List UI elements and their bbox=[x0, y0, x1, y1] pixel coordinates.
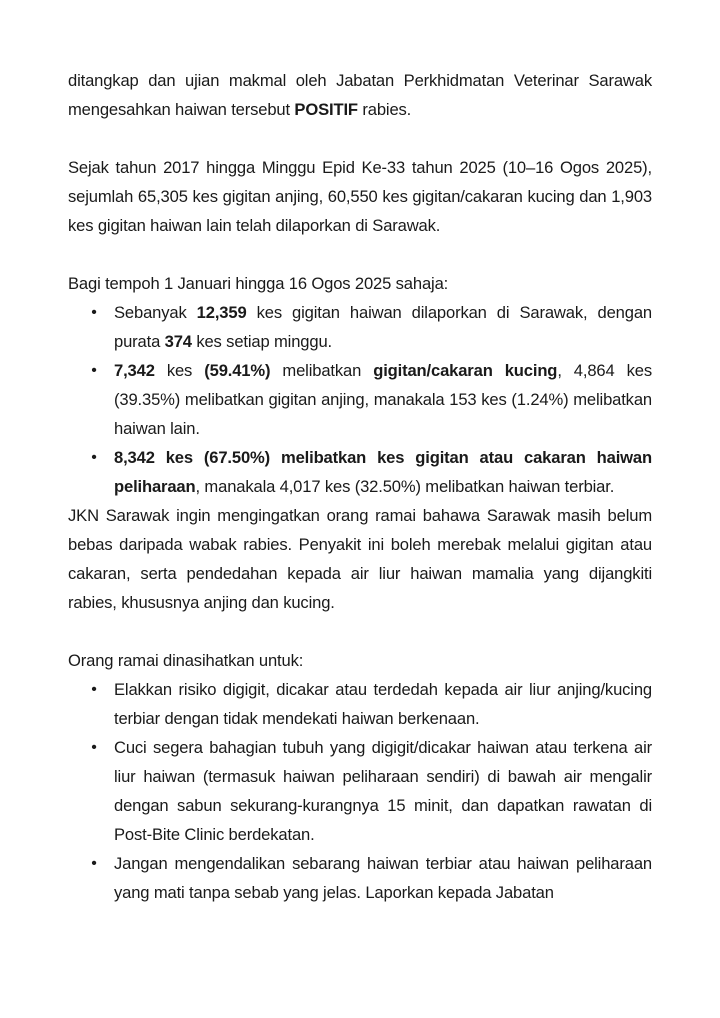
bullet-text: kes setiap minggu. bbox=[191, 332, 332, 351]
advice-heading: Orang ramai dinasihatkan untuk: bbox=[68, 651, 304, 670]
bullet-text: Cuci segera bahagian tubuh yang digigit/dicakar haiwan atau terkena air liur haiwan (termasuk haiwan peliharaan sendiri) di bawah air mengalir dengan sabun sekurang-kurangnya 15 minit, dan dapatkan rawatan di Post-Bite Clinic berdekatan. bbox=[114, 738, 652, 844]
weekly-average-value: 374 bbox=[164, 332, 192, 351]
intro-text-2: rabies. bbox=[357, 100, 412, 119]
bullet-text: Elakkan risiko digigit, dicakar atau terdedah kepada air liur anjing/kucing terbiar dengan tidak mendekati haiwan berkenaan. bbox=[114, 680, 652, 728]
list-item bbox=[91, 356, 652, 443]
bullet-icon: • bbox=[91, 855, 97, 872]
bullet-text: kes bbox=[154, 361, 205, 380]
intro-paragraph bbox=[68, 66, 652, 124]
bullet-icon: • bbox=[91, 739, 97, 756]
cat-cases-percent: (59.41%) bbox=[204, 361, 271, 380]
bullet-text: , manakala 4,017 kes (32.50%) melibatkan haiwan terbiar. bbox=[195, 477, 615, 496]
period-heading: Bagi tempoh 1 Januari hingga 16 Ogos 2025 sahaja: bbox=[68, 274, 449, 293]
warning-paragraph: JKN Sarawak ingin mengingatkan orang ramai bahawa Sarawak masih belum bebas daripada wabak rabies. Penyakit ini boleh merebak melalui gigitan atau cakaran, serta pendedahan kepada air liur haiwan mamalia yang dijangkiti rabies, khususnya anjing dan kucing. bbox=[68, 506, 652, 612]
bullet-text: kes gigitan haiwan dilaporkan di Sarawak, dengan purata bbox=[114, 303, 652, 351]
list-item bbox=[91, 849, 652, 907]
bullet-text: melibatkan bbox=[270, 361, 374, 380]
list-item bbox=[91, 733, 652, 849]
bullet-text: Sebanyak bbox=[114, 303, 197, 322]
list-item bbox=[91, 443, 652, 501]
advice-list bbox=[68, 675, 652, 907]
period-statistics-list bbox=[68, 298, 652, 501]
positive-label: POSITIF bbox=[294, 100, 358, 119]
cat-bite-label: gigitan/cakaran kucing bbox=[373, 361, 558, 380]
intro-text-1: ditangkap dan ujian makmal oleh Jabatan Perkhidmatan Veterinar Sarawak mengesahkan haiwan tersebut bbox=[68, 71, 652, 119]
cat-cases-value: 7,342 bbox=[114, 361, 155, 380]
bullet-icon: • bbox=[91, 681, 97, 698]
total-cases-value: 12,359 bbox=[196, 303, 247, 322]
bullet-icon: • bbox=[91, 449, 97, 466]
cumulative-cases-paragraph: Sejak tahun 2017 hingga Minggu Epid Ke-33 tahun 2025 (10–16 Ogos 2025), sejumlah 65,305 kes gigitan anjing, 60,550 kes gigitan/cakaran kucing dan 1,903 kes gigitan haiwan lain telah dilaporkan di Sarawak. bbox=[68, 158, 652, 235]
bullet-text: Jangan mengendalikan sebarang haiwan terbiar atau haiwan peliharaan yang mati tanpa sebab yang jelas. Laporkan kepada Jabatan bbox=[114, 854, 652, 902]
bullet-icon: • bbox=[91, 362, 97, 379]
list-item bbox=[91, 298, 652, 356]
list-item bbox=[91, 675, 652, 733]
bullet-icon: • bbox=[91, 304, 97, 321]
bullet-text: , 4,864 kes (39.35%) melibatkan gigitan anjing, manakala 153 kes (1.24%) melibatkan haiwan lain. bbox=[114, 361, 652, 438]
pet-cases-statement: 8,342 kes (67.50%) melibatkan kes gigitan atau cakaran haiwan peliharaan bbox=[114, 448, 652, 496]
